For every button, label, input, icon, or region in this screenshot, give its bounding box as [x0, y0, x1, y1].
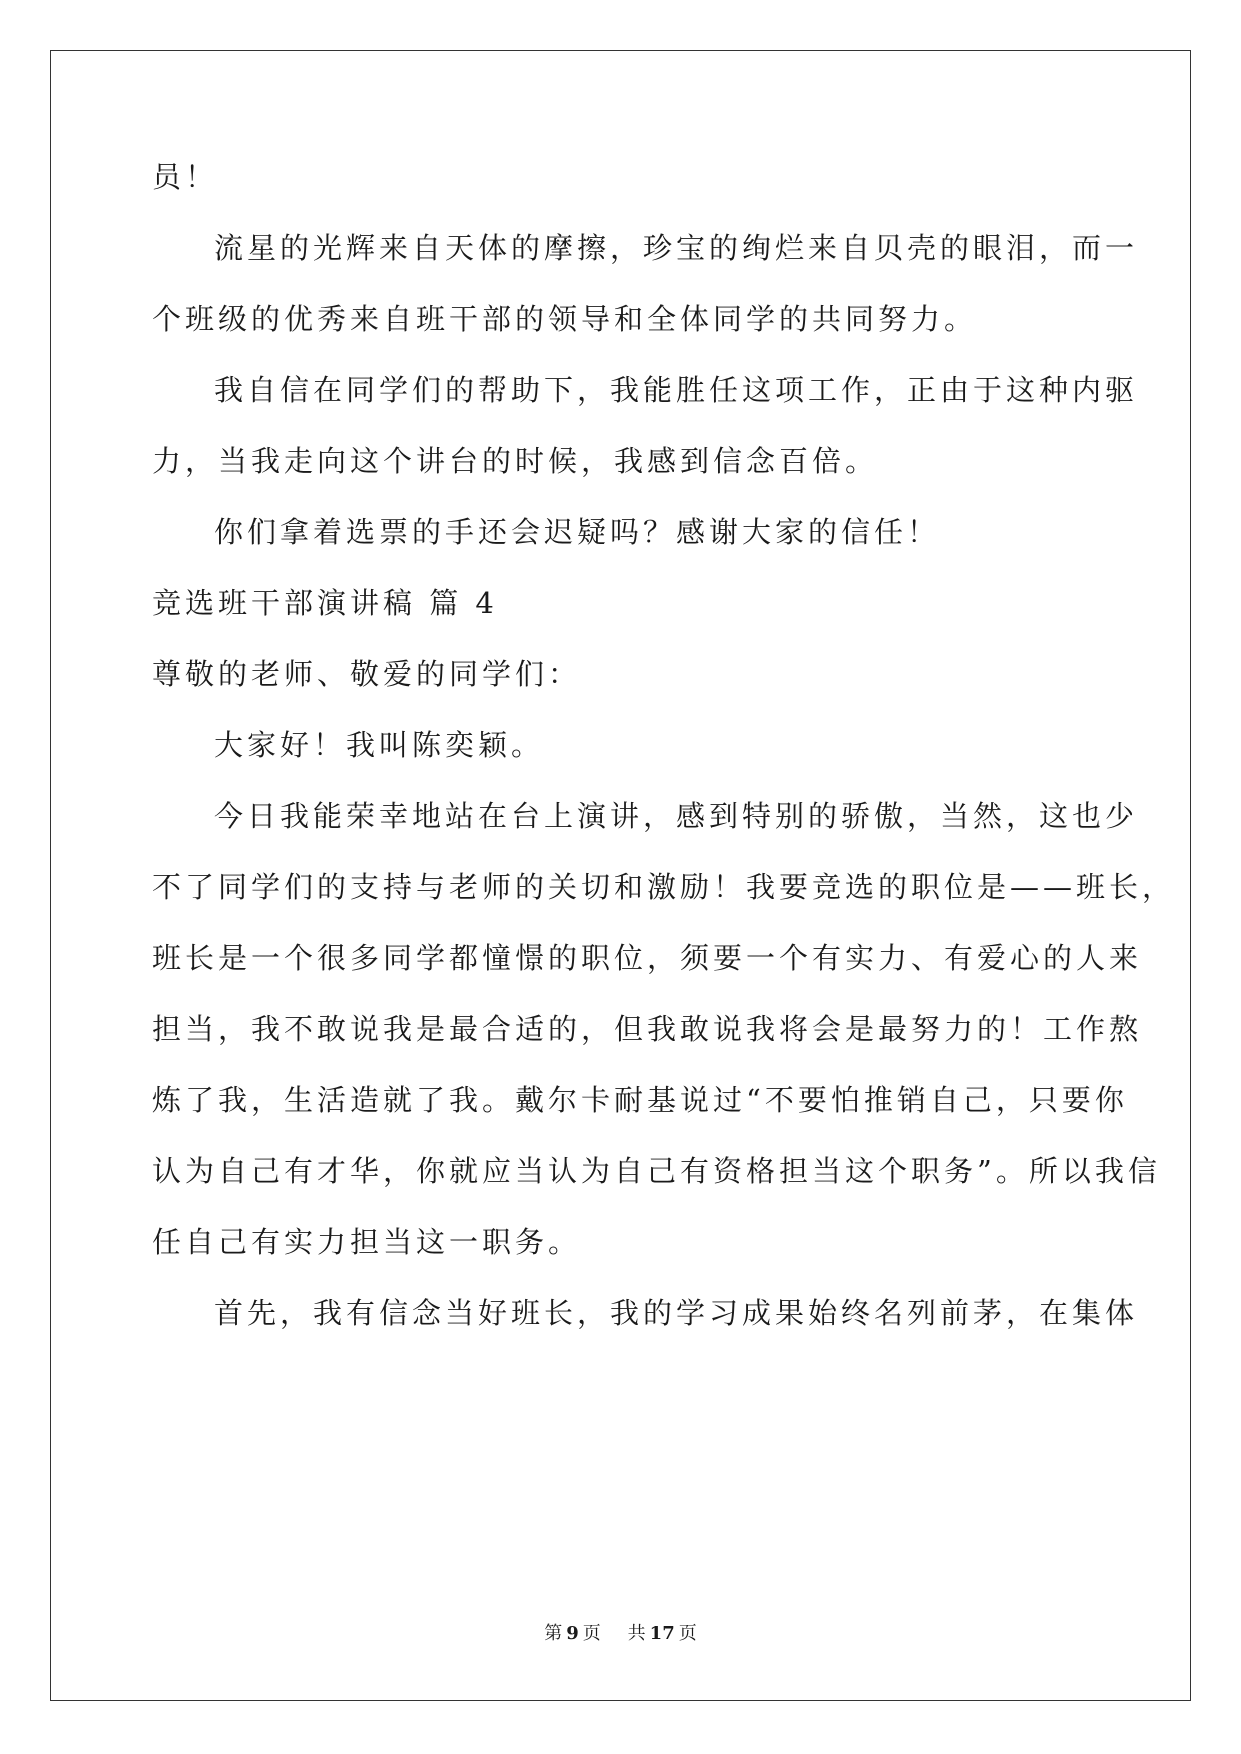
text-line: 不了同学们的支持与老师的关切和激励！我要竞选的职位是——班长， [152, 870, 1176, 904]
text-line: 班长是一个很多同学都憧憬的职位，须要一个有实力、有爱心的人来 [152, 941, 1143, 975]
text-line: 认为自己有才华，你就应当认为自己有资格担当这个职务”。所以我信 [152, 1154, 1161, 1188]
paragraph-line: 我自信在同学们的帮助下，我能胜任这项工作，正由于这种内驱 [214, 373, 1139, 407]
paragraph-line: 今日我能荣幸地站在台上演讲，感到特别的骄傲，当然，这也少 [214, 799, 1139, 833]
text-line: 员！ [152, 160, 219, 194]
salutation: 尊敬的老师、敬爱的同学们： [152, 657, 582, 691]
section-heading: 竞选班干部演讲稿 篇 4 [152, 586, 498, 620]
text-line: 力，当我走向这个讲台的时候，我感到信念百倍。 [152, 444, 879, 478]
paragraph-line: 大家好！我叫陈奕颖。 [214, 728, 545, 762]
footer-prefix: 第 [544, 1623, 563, 1644]
text-line: 任自己有实力担当这一职务。 [152, 1225, 582, 1259]
text-line: 个班级的优秀来自班干部的领导和全体同学的共同努力。 [152, 302, 978, 336]
current-page-number: 9 [566, 1623, 579, 1644]
page-footer [0, 1622, 1241, 1646]
text-line: 炼了我，生活造就了我。戴尔卡耐基说过“不要怕推销自己，只要你 [152, 1083, 1128, 1117]
footer-total-prefix: 共 [627, 1623, 646, 1644]
paragraph-line: 流星的光辉来自天体的摩擦，珍宝的绚烂来自贝壳的眼泪，而一 [214, 231, 1139, 265]
paragraph-line: 首先，我有信念当好班长，我的学习成果始终名列前茅，在集体 [214, 1296, 1139, 1330]
paragraph-line: 你们拿着选票的手还会迟疑吗？感谢大家的信任！ [214, 515, 941, 549]
footer-total-suffix: 页 [678, 1623, 697, 1644]
total-page-count: 17 [649, 1623, 675, 1644]
footer-page-suffix: 页 [582, 1623, 601, 1644]
text-line: 担当，我不敢说我是最合适的，但我敢说我将会是最努力的！工作熬 [152, 1012, 1143, 1046]
